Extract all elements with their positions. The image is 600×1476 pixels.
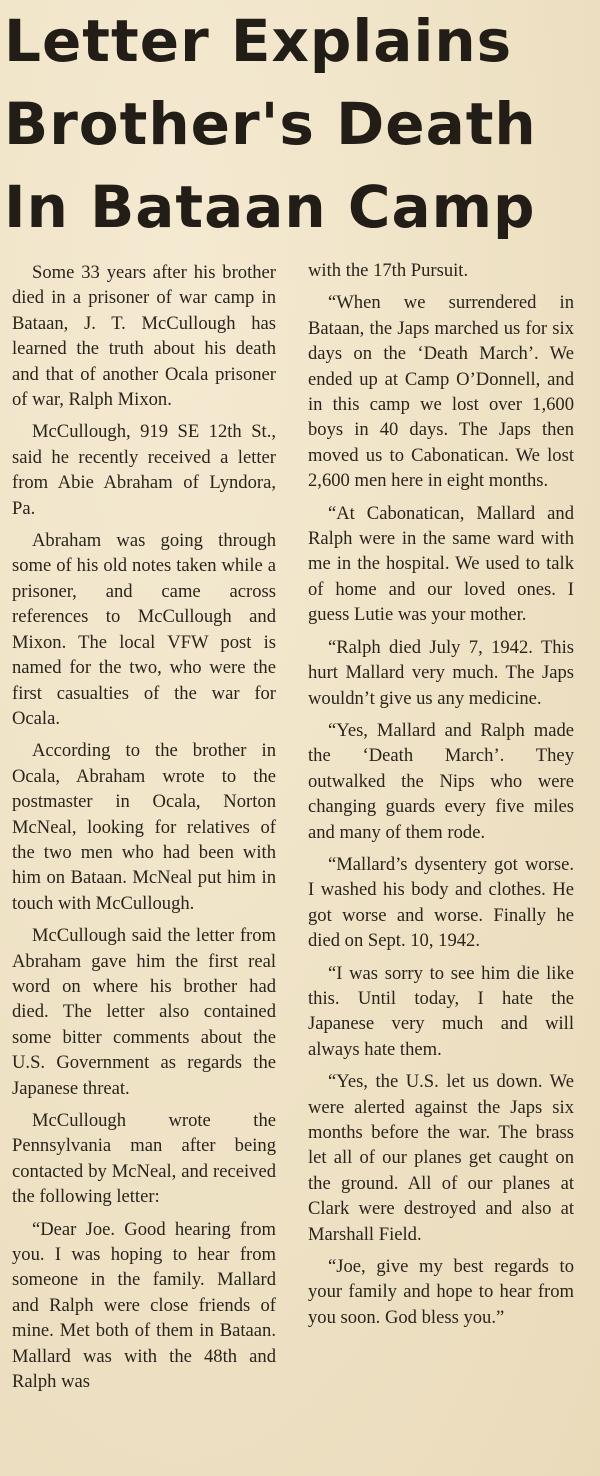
paragraph: “Dear Joe. Good hearing from you. I was hoping to hear from someone in the family. Mallard and Ralph were close friends of mine. Met both of them in Bataan. Mallard was with the 48th and Ralph was xyxy=(12,1218,276,1393)
paragraph: “Ralph died July 7, 1942. This hurt Mallard very much. The Japs wouldn’t give us any medicine. xyxy=(308,636,574,709)
paragraph: “At Cabonatican, Mallard and Ralph were in the same ward with me in the hospital. We used to talk of home and our loved ones. I guess Lutie was your mother. xyxy=(308,502,574,626)
paragraph: “Yes, Mallard and Ralph made the ‘Death March’. They outwalked the Nips who were changing guards every five miles and many of them rode. xyxy=(308,719,574,843)
paragraph: “I was sorry to see him die like this. Until today, I hate the Japanese very much and will always hate them. xyxy=(308,962,574,1060)
paragraph: According to the brother in Ocala, Abraham wrote to the postmaster in Ocala, Norton McNeal, looking for relatives of the two men who had been with him on Bataan. McNeal put him in touch with McCullough. xyxy=(12,740,276,914)
paragraph: “Mallard’s dysentery got worse. I washed his body and clothes. He got worse and worse. Finally he died on Sept. 10, 1942. xyxy=(308,853,574,952)
headline-line-3: In Bataan Camp xyxy=(4,173,536,241)
paragraph: McCullough said the letter from Abraham gave him the first real word on where his brother had died. The letter also contained some bitter comments about the U.S. Government as regards the Japanese threat. xyxy=(12,925,276,1099)
paragraph: “When we surrendered in Bataan, the Japs marched us for six days on the ‘Death March’. We ended up at Camp O’Donnell, and in this camp we lost over 1,600 boys in 40 days. The Japs then moved us to Cabonatican. We lost 2,600 men here in eight months. xyxy=(308,292,574,492)
paragraph-continued: with the 17th Pursuit. xyxy=(308,260,469,281)
left-column xyxy=(12,260,276,1401)
paragraph: McCullough wrote the Pennsylvania man after being contacted by McNeal, and received the following letter: xyxy=(12,1110,276,1208)
headline-line-2: Brother's Death xyxy=(4,90,537,158)
paragraph: “Joe, give my best regards to your family and hope to hear from you soon. God bless you.” xyxy=(308,1256,574,1328)
right-column xyxy=(308,258,574,1337)
headline xyxy=(4,0,594,249)
paragraph: Abraham was going through some of his old notes taken while a prisoner, and came across references to McCullough and Mixon. The local VFW post is named for the two, who were the first casualties of the war for Ocala. xyxy=(12,530,276,729)
headline-line-1: Letter Explains xyxy=(4,7,513,75)
paragraph: “Yes, the U.S. let us down. We were alerted against the Japs six months before the war. The brass let all of our planes get caught on the ground. All of our planes at Clark were destroyed and also at Marshall Field. xyxy=(308,1071,574,1245)
paragraph: McCullough, 919 SE 12th St., said he recently received a letter from Abie Abraham of Lyndora, Pa. xyxy=(12,421,276,519)
paragraph: Some 33 years after his brother died in a prisoner of war camp in Bataan, J. T. McCullough has learned the truth about his death and that of another Ocala prisoner of war, Ralph Mixon. xyxy=(12,262,276,411)
